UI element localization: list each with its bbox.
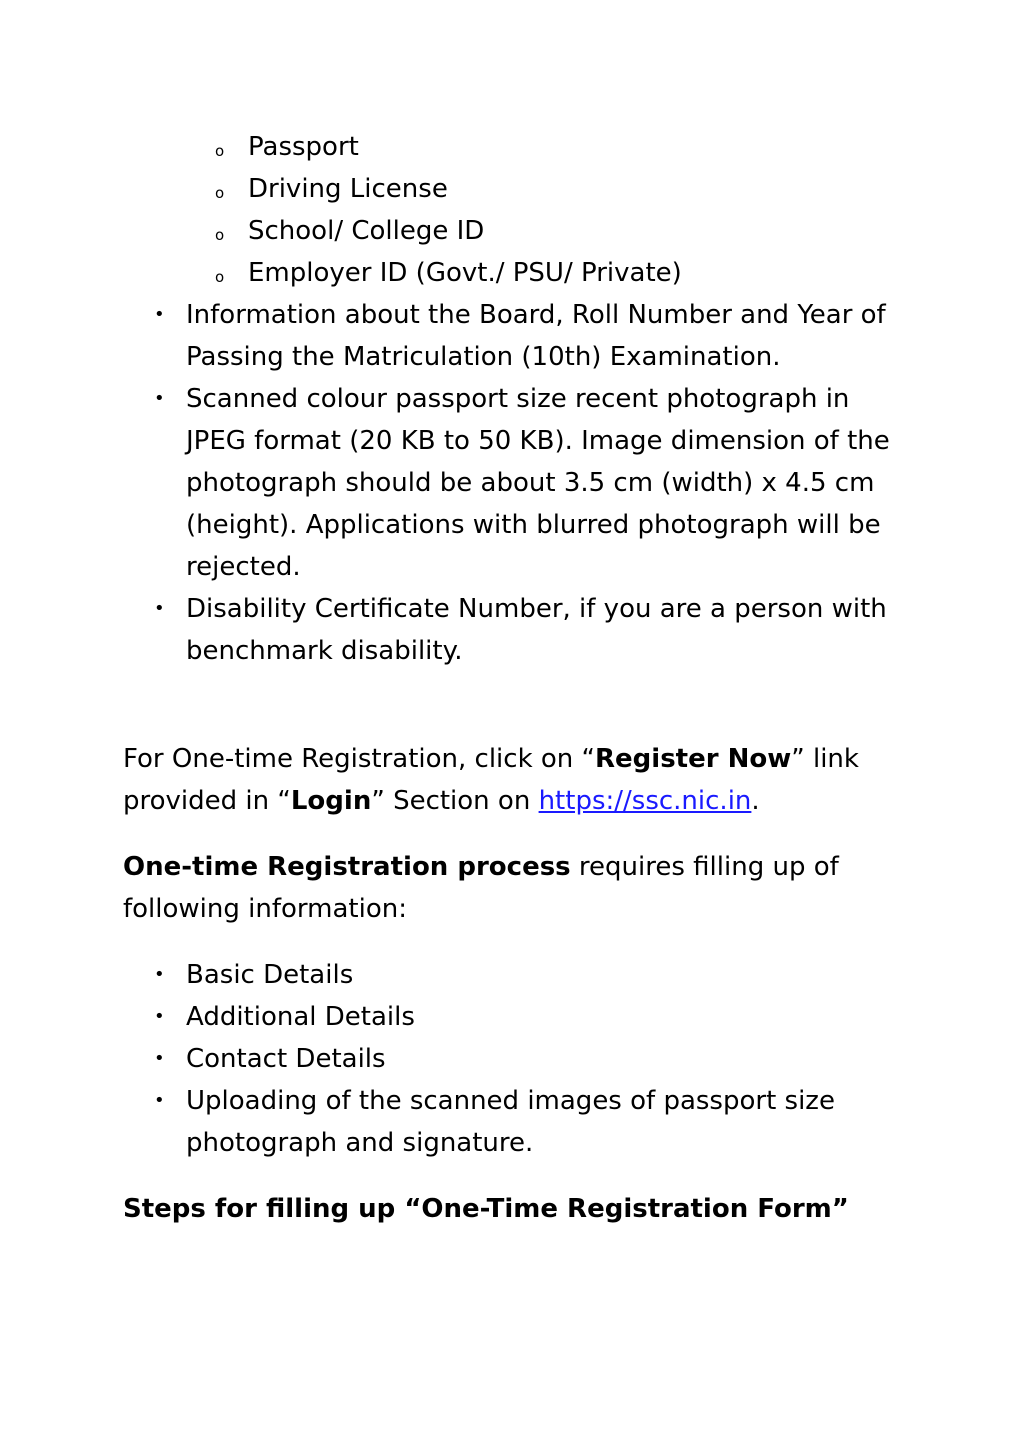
bullet-icon: • [154, 1090, 165, 1111]
text-run: ” link provided in “ [123, 744, 859, 816]
list-item [0, 1080, 906, 1164]
list-item-text: Information about the Board, Roll Number and Year of Passing the Matriculation (10th) Examination. [186, 300, 886, 372]
process-paragraph [123, 846, 883, 930]
bullet-icon: • [154, 1006, 165, 1027]
process-label: One-time Registration process [123, 852, 571, 882]
text-run: ” Section on [371, 786, 539, 816]
list-item [0, 1038, 906, 1080]
registration-paragraph [123, 738, 883, 822]
circle-bullet-icon: o [215, 142, 225, 160]
list-item [0, 954, 906, 996]
list-item-text: Employer ID (Govt./ PSU/ Private) [248, 258, 682, 288]
circle-bullet-icon: o [215, 268, 225, 286]
list-item-text: Passport [248, 132, 359, 162]
list-item [0, 294, 906, 378]
bullet-icon: • [154, 388, 165, 409]
list-item-text: School/ College ID [248, 216, 485, 246]
text-run: requires filling up of following information: [123, 852, 839, 924]
bullet-icon: • [154, 304, 165, 325]
section-heading: Steps for filling up “One-Time Registration Form” [123, 1194, 849, 1224]
text-run: For One-time Registration, click on “ [123, 744, 596, 774]
list-item-text: Basic Details [186, 960, 354, 990]
list-item-text: Disability Certificate Number, if you are a person with benchmark disability. [186, 594, 887, 666]
list-item-text: Uploading of the scanned images of passport size photograph and signature. [186, 1086, 835, 1158]
list-item-text: Additional Details [186, 1002, 415, 1032]
bullet-icon: • [154, 1048, 165, 1069]
circle-bullet-icon: o [215, 226, 225, 244]
requirements-list [0, 294, 1023, 672]
process-steps-list [0, 954, 1023, 1164]
circle-bullet-icon: o [215, 184, 225, 202]
bullet-icon: • [154, 598, 165, 619]
list-item [0, 996, 906, 1038]
list-item-text: Scanned colour passport size recent photograph in JPEG format (20 KB to 50 KB). Image dimension of the photograph should be about 3.5 cm (width) x 4.5 cm (height). Applications with blurred photograph will be rejected. [186, 384, 890, 582]
bullet-icon: • [154, 964, 165, 985]
text-run: . [751, 786, 760, 816]
list-item-text: Driving License [248, 174, 448, 204]
ssc-website-link[interactable]: https://ssc.nic.in [538, 786, 752, 816]
list-item [0, 588, 906, 672]
list-item [0, 378, 906, 588]
login-label: Login [290, 786, 372, 816]
list-item-text: Contact Details [186, 1044, 386, 1074]
register-now-label: Register Now [595, 744, 792, 774]
